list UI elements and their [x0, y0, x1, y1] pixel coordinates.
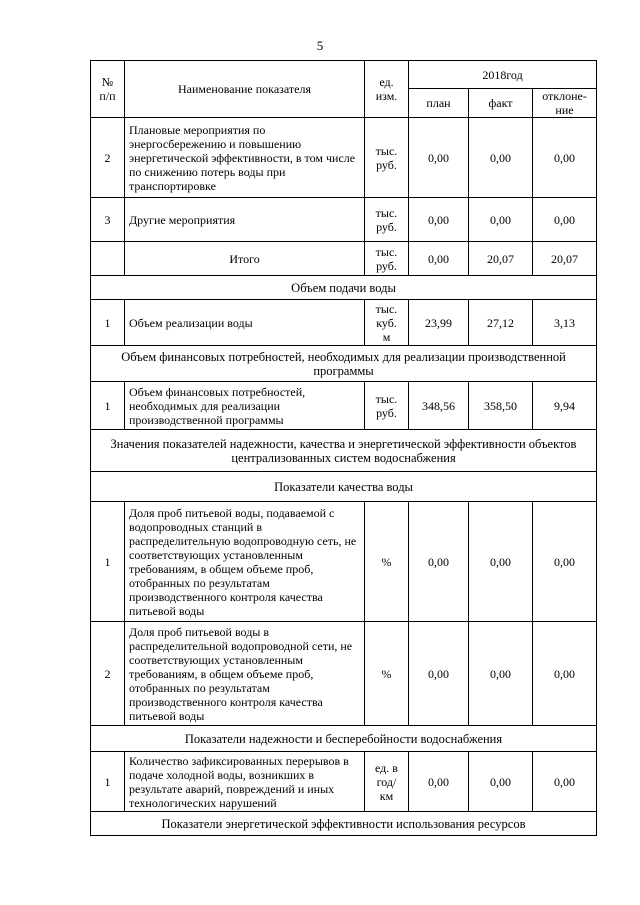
indicator-name: Объем реализации воды [125, 300, 365, 346]
header-year: 2018год [409, 61, 597, 89]
section-row [91, 812, 597, 836]
indicator-name: Плановые мероприятия по энергосбережению и повышению энергетической эффективности, в том числе по снижению потерь воды при транспортировке [125, 118, 365, 198]
header-plan: план [409, 89, 469, 118]
page-number: 5 [316, 38, 324, 53]
table-row [91, 118, 597, 198]
section-row [91, 276, 597, 300]
section-title: Показатели надежности и бесперебойности водоснабжения [91, 726, 597, 752]
header-deviation: отклоне- ние [533, 89, 597, 118]
unit: % [365, 502, 409, 622]
table-row [91, 198, 597, 242]
indicators-table [90, 60, 597, 836]
deviation-value: 0,00 [533, 118, 597, 198]
unit: ед. в год/ км [365, 752, 409, 812]
header-fact: факт [469, 89, 533, 118]
fact-value: 0,00 [469, 502, 533, 622]
unit: тыс. руб. [365, 242, 409, 276]
section-title: Показатели энергетической эффективности использования ресурсов [91, 812, 597, 836]
deviation-value: 0,00 [533, 752, 597, 812]
deviation-value: 0,00 [533, 502, 597, 622]
section-row [91, 472, 597, 502]
plan-value: 0,00 [409, 752, 469, 812]
fact-value: 358,50 [469, 382, 533, 430]
unit: тыс. руб. [365, 198, 409, 242]
row-number: 2 [91, 118, 125, 198]
deviation-value: 20,07 [533, 242, 597, 276]
deviation-value: 0,00 [533, 198, 597, 242]
row-number: 1 [91, 382, 125, 430]
table-row [91, 622, 597, 726]
plan-value: 23,99 [409, 300, 469, 346]
indicator-name: Доля проб питьевой воды, подаваемой с водопроводных станций в распределительную водопроводную сеть, не соответствующих установленным требованиям, в общем объеме проб, отобранных по результатам производственного контроля качества питьевой воды [125, 502, 365, 622]
deviation-value: 9,94 [533, 382, 597, 430]
header-no: № п/п [91, 61, 125, 118]
deviation-value: 3,13 [533, 300, 597, 346]
section-title: Показатели качества воды [91, 472, 597, 502]
fact-value: 0,00 [469, 622, 533, 726]
deviation-value: 0,00 [533, 622, 597, 726]
unit: тыс. руб. [365, 118, 409, 198]
row-number: 1 [91, 752, 125, 812]
indicator-name: Количество зафиксированных перерывов в подаче холодной воды, возникших в результате аварий, повреждений и иных технологических нарушений [125, 752, 365, 812]
table-row [91, 382, 597, 430]
plan-value: 0,00 [409, 622, 469, 726]
header-name: Наименование показателя [125, 61, 365, 118]
unit: тыс. куб. м [365, 300, 409, 346]
indicator-name: Другие мероприятия [125, 198, 365, 242]
plan-value: 0,00 [409, 118, 469, 198]
table-row [91, 242, 597, 276]
section-row [91, 726, 597, 752]
plan-value: 0,00 [409, 242, 469, 276]
table-row [91, 300, 597, 346]
table-row [91, 752, 597, 812]
plan-value: 0,00 [409, 502, 469, 622]
section-row [91, 346, 597, 382]
header-row-1 [91, 61, 597, 89]
fact-value: 0,00 [469, 752, 533, 812]
fact-value: 27,12 [469, 300, 533, 346]
indicator-name: Доля проб питьевой воды в распределительной водопроводной сети, не соответствующих установленным требованиям, в общем объеме проб, отобранных по результатам производственного контроля качества питьевой воды [125, 622, 365, 726]
row-number: 1 [91, 502, 125, 622]
header-unit: ед. изм. [365, 61, 409, 118]
section-title: Объем финансовых потребностей, необходимых для реализации производственной программы [91, 346, 597, 382]
fact-value: 0,00 [469, 198, 533, 242]
section-title: Объем подачи воды [91, 276, 597, 300]
row-number [91, 242, 125, 276]
table-row [91, 502, 597, 622]
row-number: 3 [91, 198, 125, 242]
section-title: Значения показателей надежности, качества и энергетической эффективности объектов централизованных систем водоснабжения [91, 430, 597, 472]
indicator-name: Итого [125, 242, 365, 276]
row-number: 1 [91, 300, 125, 346]
section-row [91, 430, 597, 472]
indicator-name: Объем финансовых потребностей, необходимых для реализации производственной программы [125, 382, 365, 430]
fact-value: 0,00 [469, 118, 533, 198]
unit: тыс. руб. [365, 382, 409, 430]
unit: % [365, 622, 409, 726]
plan-value: 0,00 [409, 198, 469, 242]
plan-value: 348,56 [409, 382, 469, 430]
row-number: 2 [91, 622, 125, 726]
fact-value: 20,07 [469, 242, 533, 276]
